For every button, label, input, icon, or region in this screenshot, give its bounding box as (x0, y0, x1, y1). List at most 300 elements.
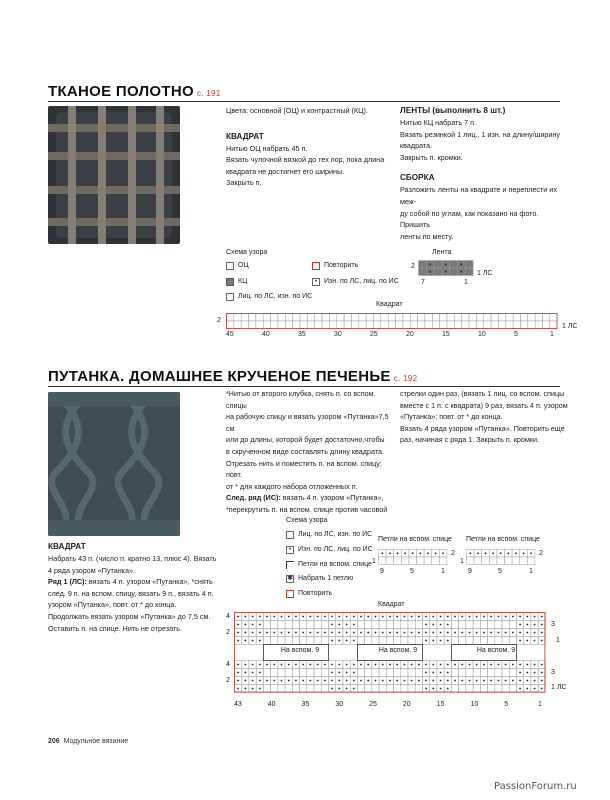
chart-cell (505, 557, 513, 565)
chart-column-number: 43 (234, 701, 242, 708)
purl-dot (541, 616, 543, 618)
chart-cell (329, 314, 336, 322)
chart-cell (451, 669, 458, 677)
chart-cell (351, 314, 358, 322)
chart-cell (396, 314, 403, 322)
chart-cell (322, 314, 329, 322)
purl-dot (505, 616, 507, 618)
purl-dot (346, 664, 348, 666)
section1-title-text: ТКАНОЕ ПОЛОТНО (48, 83, 194, 100)
chart-cell (263, 685, 270, 693)
chart-cell (321, 637, 328, 645)
cable-knit-image (48, 392, 180, 536)
chart-cell (357, 669, 364, 677)
chart-cell (379, 621, 386, 629)
purl-dot (273, 616, 275, 618)
chart-cell (498, 314, 505, 322)
purl-dot (281, 616, 283, 618)
legend-cc-swatch (226, 278, 234, 286)
purl-dot (266, 680, 268, 682)
chart-cell (454, 321, 461, 329)
purl-dot (526, 640, 528, 642)
legend-repeat-swatch (312, 262, 320, 270)
purl-dot (440, 624, 442, 626)
purl-dot (266, 664, 268, 666)
chart-cell (307, 314, 314, 322)
chart-column-number: 40 (262, 331, 270, 338)
small-chart1-svg (378, 549, 448, 565)
purl-dot (389, 616, 391, 618)
chart-cell (292, 669, 299, 677)
square1-numbers (226, 331, 558, 341)
purl-dot (389, 552, 391, 554)
purl-dot (497, 680, 499, 682)
chart-cell (372, 637, 379, 645)
chart-cell (263, 669, 270, 677)
purl-dot (440, 640, 442, 642)
chart-cell (495, 669, 502, 677)
chart-column-number: 5 (514, 331, 518, 338)
watermark: PassionForum.ru (494, 781, 577, 792)
chart-cell (473, 669, 480, 677)
chart-cell (415, 669, 422, 677)
purl-dot (389, 680, 391, 682)
chart-column-number: 30 (335, 701, 344, 708)
chart-cell (506, 321, 513, 329)
purl-dot (445, 271, 447, 273)
chart-cell (337, 321, 344, 329)
colors-text: Цвета: основной (ОЦ) и контрастный (КЦ). (226, 106, 368, 115)
chart-cell (550, 314, 557, 322)
chart-cell (357, 621, 364, 629)
chart-cell (467, 557, 475, 565)
chart-cell (300, 685, 307, 693)
square2-chart-grid (234, 612, 546, 698)
purl-dot (288, 680, 290, 682)
chart-cell (447, 321, 454, 329)
square1-row-left: 2 (217, 317, 221, 324)
purl-dot (353, 680, 355, 682)
legend2-purl-swatch: • (286, 546, 294, 554)
purl-dot (505, 664, 507, 666)
purl-dot (447, 616, 449, 618)
purl-dot (346, 688, 348, 690)
purl-dot (237, 624, 239, 626)
section2-right-text (400, 388, 570, 446)
next-row-line (226, 492, 396, 504)
purl-dot (445, 263, 447, 265)
chart-cell (417, 557, 425, 565)
purl-dot (519, 672, 521, 674)
chart-cell (386, 557, 394, 565)
chart-cell (419, 268, 427, 276)
purl-dot (411, 632, 413, 634)
purl-dot (512, 664, 514, 666)
purl-dot (432, 680, 434, 682)
purl-dot (519, 632, 521, 634)
chart-cell (480, 669, 487, 677)
chart-cell (307, 637, 314, 645)
legend-mc-swatch (226, 262, 234, 270)
chart-cell (506, 314, 513, 322)
chart-cell (502, 685, 509, 693)
purl-dot (419, 552, 421, 554)
chart-cell (372, 621, 379, 629)
purl-dot (519, 664, 521, 666)
ribbons-heading: ЛЕНТЫ (выполнить 8 шт.) (400, 106, 506, 115)
purl-dot (454, 616, 456, 618)
purl-dot (353, 688, 355, 690)
purl-dot (469, 680, 471, 682)
legend2-repeat-label: Повторить (298, 590, 333, 597)
chart-cell (271, 637, 278, 645)
purl-dot (353, 632, 355, 634)
purl-dot (432, 688, 434, 690)
chart-cell (307, 321, 314, 329)
text-line: *Нитью от второго клубка, снять п. со вспом. спицы (226, 389, 376, 410)
chart-cell (550, 321, 557, 329)
purl-dot (310, 616, 312, 618)
legend2-cable-swatch (286, 561, 294, 569)
legend2-cable-label: Петли на вспом. спице (298, 561, 372, 568)
chart-cell (314, 621, 321, 629)
chart-cell (241, 314, 248, 322)
chart-column-number: 40 (267, 701, 276, 708)
band-label: На вспом. 9 (378, 647, 418, 654)
purl-dot (541, 640, 543, 642)
chart-cell (419, 261, 427, 269)
purl-dot (266, 632, 268, 634)
purl-dot (512, 616, 514, 618)
chart-cell (451, 621, 458, 629)
small-chart1-row-right: 2 (451, 550, 455, 557)
legend-purl-label: Изн. по ЛС, лиц. по ИС (324, 278, 399, 285)
purl-dot (461, 680, 463, 682)
chart-cell (249, 321, 256, 329)
chart-cell (440, 321, 447, 329)
square2-left-row: 4 (226, 613, 230, 620)
purl-dot (382, 616, 384, 618)
purl-dot (476, 680, 478, 682)
purl-dot (346, 624, 348, 626)
legend-cc-label: КЦ (238, 278, 248, 285)
chart-cell (466, 621, 473, 629)
chart-cell (509, 637, 516, 645)
chart-cell (292, 637, 299, 645)
chart-cell (285, 637, 292, 645)
purl-dot (324, 664, 326, 666)
purl-dot (317, 680, 319, 682)
purl-dot (440, 680, 442, 682)
page-number: 206 (48, 738, 60, 745)
purl-dot (331, 632, 333, 634)
purl-dot (381, 552, 383, 554)
chart-cell (300, 637, 307, 645)
chart-cell (278, 321, 285, 329)
legend2-purl-label: Изн. по ЛС, лиц. по ИС (298, 546, 373, 553)
chart-cell (285, 321, 292, 329)
purl-dot (338, 672, 340, 674)
square2-left-row: 2 (226, 677, 230, 684)
chart-cell (434, 268, 442, 276)
chart-cell (374, 314, 381, 322)
legend2-repeat-swatch (286, 590, 294, 598)
chart-cell (502, 669, 509, 677)
purl-dot (360, 680, 362, 682)
purl-dot (440, 632, 442, 634)
purl-dot (447, 632, 449, 634)
chart-cell (278, 637, 285, 645)
purl-dot (469, 616, 471, 618)
chart-cell (528, 314, 535, 322)
purl-dot (429, 263, 431, 265)
purl-dot (461, 271, 463, 273)
chart-cell (465, 261, 473, 269)
purl-dot (375, 632, 377, 634)
purl-dot (338, 664, 340, 666)
purl-dot (295, 664, 297, 666)
purl-dot (534, 680, 536, 682)
purl-dot (404, 616, 406, 618)
chart-cell (271, 621, 278, 629)
chart-cell (491, 314, 498, 322)
purl-dot (541, 688, 543, 690)
purl-dot (427, 552, 429, 554)
section2-page-ref: с. 192 (393, 374, 418, 383)
chart-cell (401, 557, 409, 565)
chart-cell (462, 314, 469, 322)
chart-cell (476, 314, 483, 322)
purl-dot (382, 664, 384, 666)
chart-cell (521, 314, 528, 322)
purl-dot (252, 640, 254, 642)
chart-column-number: 1 (550, 331, 554, 338)
chart-cell (379, 637, 386, 645)
square2-right-row: 1 ЛС (551, 684, 567, 691)
chart-column-number: 15 (436, 701, 445, 708)
section1-col2 (400, 105, 570, 242)
purl-dot (346, 680, 348, 682)
purl-dot (505, 632, 507, 634)
purl-dot (324, 632, 326, 634)
chart-cell (314, 685, 321, 693)
chart-cell (365, 637, 372, 645)
purl-dot (515, 552, 517, 554)
chart-cell (372, 685, 379, 693)
ribbon-row-left: 2 (411, 263, 415, 270)
purl-dot (454, 632, 456, 634)
purl-dot (425, 632, 427, 634)
chart-cell (513, 314, 520, 322)
purl-dot (490, 616, 492, 618)
chart-column-number: 5 (504, 701, 509, 708)
purl-dot (252, 680, 254, 682)
text-line: *перекрутить п. на вспом. спице против часовой (226, 504, 388, 514)
purl-dot (425, 672, 427, 674)
chart-cell (488, 685, 495, 693)
purl-dot (500, 552, 502, 554)
chart-cell (450, 268, 458, 276)
legend2-cast-on-label: Набрать 1 петлю (298, 575, 354, 582)
purl-dot (440, 672, 442, 674)
text-line: от * для каждого набора отложенных п. (226, 481, 358, 491)
purl-dot (432, 616, 434, 618)
chart-cell (365, 669, 372, 677)
purl-dot (252, 632, 254, 634)
purl-dot (411, 616, 413, 618)
chart-cell (543, 314, 550, 322)
purl-dot (252, 664, 254, 666)
chart-cell (386, 669, 393, 677)
purl-dot (519, 688, 521, 690)
purl-dot (367, 632, 369, 634)
chart-cell (401, 685, 408, 693)
chart-cell (491, 321, 498, 329)
purl-dot (266, 616, 268, 618)
purl-dot (425, 616, 427, 618)
chart-cell (476, 321, 483, 329)
small-chart2-grid (466, 549, 536, 565)
purl-dot (396, 632, 398, 634)
small-chart1-row-left: 1 (372, 558, 376, 565)
chart-cell (344, 321, 351, 329)
chart-cell (480, 685, 487, 693)
purl-dot (512, 632, 514, 634)
purl-dot (534, 616, 536, 618)
chart-cell (256, 321, 263, 329)
row1-bold: Ряд 1 (ЛС): (48, 577, 87, 587)
purl-dot (523, 552, 525, 554)
purl-dot (534, 672, 536, 674)
next-row-rest: вязать 4 п. узором «Путанка», (280, 493, 384, 503)
section2-title-text: ПУТАНКА. ДОМАШНЕЕ КРУЧЕНОЕ ПЕЧЕНЬЕ (48, 368, 391, 385)
purl-dot (252, 624, 254, 626)
purl-dot (331, 664, 333, 666)
purl-dot (367, 680, 369, 682)
purl-dot (512, 680, 514, 682)
chart-cell (307, 621, 314, 629)
chart-cell (401, 669, 408, 677)
legend2-cast-on-swatch: ✱ (287, 575, 293, 582)
legend1-title: Схема узора (226, 249, 268, 256)
purl-dot (411, 664, 413, 666)
purl-dot (317, 632, 319, 634)
chart-cell (403, 321, 410, 329)
chart-cell (329, 321, 336, 329)
chart-cell (300, 321, 307, 329)
chart-cell (292, 621, 299, 629)
square2-right-row: 3 (551, 621, 555, 628)
purl-dot (519, 640, 521, 642)
chart-cell (409, 557, 417, 565)
chart-cell (344, 314, 351, 322)
chart-cell (447, 314, 454, 322)
purl-dot (360, 664, 362, 666)
purl-dot (461, 664, 463, 666)
purl-dot (483, 664, 485, 666)
purl-dot (389, 632, 391, 634)
chart-cell (495, 637, 502, 645)
chart-cell (521, 321, 528, 329)
small-chart1-num: 5 (410, 568, 414, 575)
purl-dot (497, 664, 499, 666)
chart-cell (451, 685, 458, 693)
purl-dot (469, 664, 471, 666)
purl-dot (519, 624, 521, 626)
purl-dot (353, 624, 355, 626)
purl-dot (461, 263, 463, 265)
purl-dot (469, 552, 471, 554)
chart-cell (509, 685, 516, 693)
purl-dot (324, 680, 326, 682)
chart-column-number: 10 (470, 701, 479, 708)
legend-repeat-label: Повторить (324, 262, 359, 269)
purl-dot (432, 640, 434, 642)
purl-dot (331, 624, 333, 626)
chart-cell (408, 621, 415, 629)
text-line: Нитью ОЦ набрать 45 п. (226, 143, 308, 153)
chart-cell (418, 321, 425, 329)
chart-column-number: 15 (442, 331, 450, 338)
purl-dot (302, 664, 304, 666)
chart-cell (388, 321, 395, 329)
purl-dot (483, 632, 485, 634)
purl-dot (526, 688, 528, 690)
chart-cell (278, 685, 285, 693)
chart-cell (292, 685, 299, 693)
chart-cell (488, 621, 495, 629)
chart-cell (410, 321, 417, 329)
chart-cell (451, 637, 458, 645)
purl-dot (281, 680, 283, 682)
purl-dot (418, 632, 420, 634)
purl-dot (324, 616, 326, 618)
purl-dot (331, 688, 333, 690)
assembly-heading: СБОРКА (400, 173, 435, 183)
purl-dot (519, 616, 521, 618)
text-line: Вязать 4 ряда узором «Путанка». Повторить еще (400, 423, 565, 433)
purl-dot (259, 664, 261, 666)
purl-dot (259, 632, 261, 634)
purl-dot (331, 616, 333, 618)
chart-cell (321, 669, 328, 677)
purl-dot (360, 632, 362, 634)
section1-col1 (226, 105, 391, 189)
chart-cell (381, 314, 388, 322)
chart-cell (459, 685, 466, 693)
chart-column-number: 35 (301, 701, 310, 708)
purl-dot (447, 672, 449, 674)
chart-cell (271, 314, 278, 322)
text-line: узором «Путанка», повт. от * до конца. (48, 600, 177, 610)
square1-chart-svg (226, 313, 558, 329)
square2-heading: КВАДРАТ (48, 542, 86, 551)
section1-page-ref: с. 191 (196, 89, 221, 98)
chart-cell (396, 321, 403, 329)
chart-cell (440, 314, 447, 322)
purl-dot (476, 632, 478, 634)
purl-dot (526, 680, 528, 682)
purl-dot (310, 680, 312, 682)
text-line: Закрыть п. (226, 178, 262, 188)
purl-dot (338, 624, 340, 626)
chart-cell (357, 637, 364, 645)
chart-cell (497, 557, 505, 565)
chart-cell (357, 685, 364, 693)
purl-dot (526, 624, 528, 626)
chart-cell (484, 314, 491, 322)
row1-rest: вязать 4 п. узором «Путанка», *снять (86, 577, 213, 587)
